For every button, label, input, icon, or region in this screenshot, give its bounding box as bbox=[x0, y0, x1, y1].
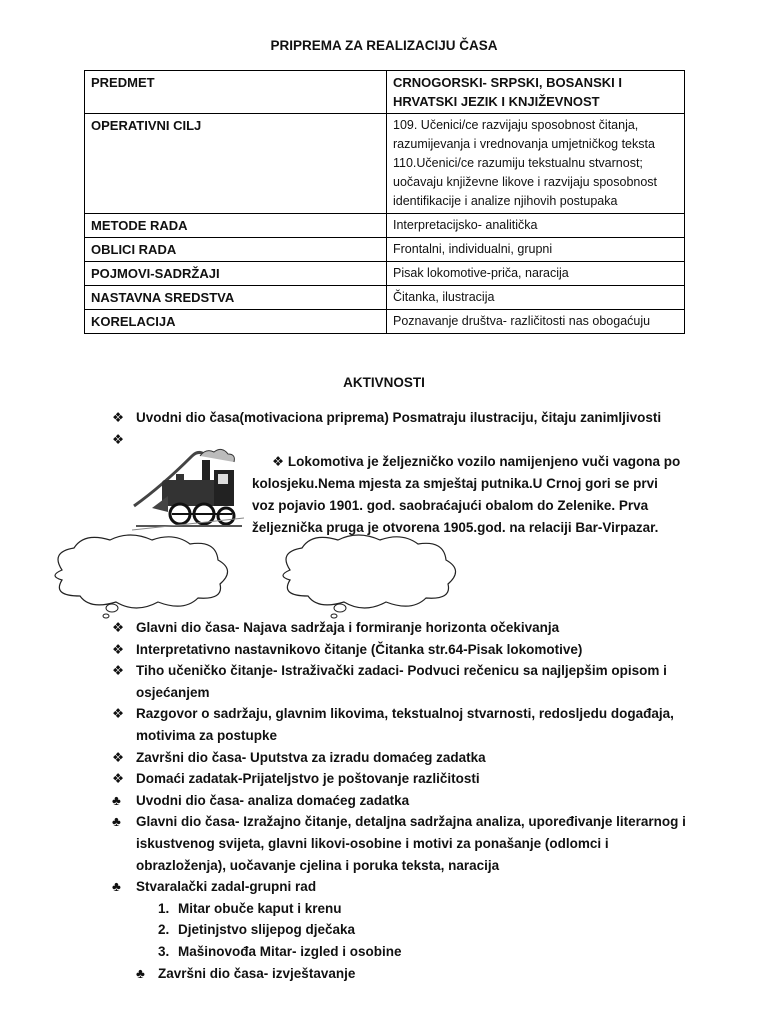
table-row bbox=[85, 262, 685, 286]
list-item bbox=[112, 811, 692, 876]
list-item-text: Razgovor o sadržaju, glavnim likovima, tekstualnoj stvarnosti, redosljedu događaja, motivima za postupke bbox=[136, 706, 674, 743]
locomotive-paragraph bbox=[252, 451, 682, 539]
list-item-text: Završni dio časa- izvještavanje bbox=[158, 965, 356, 981]
list-item-text: Stvaralački zadal-grupni rad bbox=[136, 879, 317, 895]
numbered-item-text: Mašinovođa Mitar- izgled i osobine bbox=[178, 943, 402, 959]
row-key: KORELACIJA bbox=[85, 310, 387, 334]
table-row bbox=[85, 214, 685, 238]
list-item-text: Glavni dio časa- Najava sadržaja i formiranje horizonta očekivanja bbox=[136, 620, 560, 635]
club-bullet-icon: ♣ bbox=[112, 792, 121, 808]
row-value: Frontalni, individualni, grupni bbox=[387, 238, 685, 262]
table-row bbox=[85, 114, 685, 214]
table-row bbox=[85, 310, 685, 334]
diamond-bullet-icon: ❖ bbox=[272, 454, 285, 469]
activities-heading: AKTIVNOSTI bbox=[343, 375, 425, 390]
bullet-icon: ❖ bbox=[112, 663, 125, 679]
numbered-item bbox=[112, 898, 692, 920]
intro-text: Uvodni dio časa(motivaciona priprema) Posmatraju ilustraciju, čitaju zanimljivosti bbox=[136, 410, 662, 425]
list-item bbox=[112, 768, 692, 790]
list-item bbox=[112, 876, 692, 898]
row-value: Čitanka, ilustracija bbox=[387, 286, 685, 310]
list-item-text: Uvodni dio časa- analiza domaćeg zadatka bbox=[136, 792, 410, 808]
list-item bbox=[112, 747, 692, 769]
item-number: 3. bbox=[158, 943, 170, 959]
table-row bbox=[85, 238, 685, 262]
row-key: POJMOVI-SADRŽAJI bbox=[85, 262, 387, 286]
list-item bbox=[112, 963, 692, 985]
locomotive-illustration-icon bbox=[132, 446, 244, 532]
club-bullet-icon: ♣ bbox=[136, 965, 145, 981]
numbered-item-text: Mitar obuče kaput i krenu bbox=[178, 900, 342, 916]
bullet-icon: ❖ bbox=[112, 706, 125, 722]
lesson-plan-table bbox=[84, 70, 685, 334]
row-value: Pisak lokomotive-priča, naracija bbox=[387, 262, 685, 286]
list-item-text: Interpretativno nastavnikovo čitanje (Čitanka str.64-Pisak lokomotive) bbox=[136, 641, 583, 657]
row-key: OPERATIVNI CILJ bbox=[85, 114, 387, 214]
list-item-text: Domaći zadatak-Prijateljstvo je poštovanje različitosti bbox=[136, 771, 480, 787]
diamond-bullet-icon: ❖ bbox=[112, 432, 125, 447]
list-item bbox=[112, 639, 692, 661]
bullet-icon: ❖ bbox=[112, 771, 125, 787]
list-item bbox=[112, 407, 661, 429]
item-number: 2. bbox=[158, 922, 170, 938]
thought-cloud-left-icon bbox=[40, 530, 250, 620]
bullet-icon: ❖ bbox=[112, 620, 125, 635]
thought-cloud-right-icon bbox=[268, 530, 478, 620]
goal-109: 109. Učenici/ce razvijaju sposobnost čitanja, razumijevanja i vrednovanja umjetničkog teksta bbox=[393, 118, 655, 151]
row-key: NASTAVNA SREDSTVA bbox=[85, 286, 387, 310]
row-key: OBLICI RADA bbox=[85, 238, 387, 262]
row-key: PREDMET bbox=[85, 71, 387, 114]
row-key: METODE RADA bbox=[85, 214, 387, 238]
list-item bbox=[112, 660, 692, 703]
page-title: PRIPREMA ZA REALIZACIJU ČASA bbox=[270, 38, 498, 53]
list-item bbox=[112, 790, 692, 812]
row-value bbox=[387, 114, 685, 214]
list-item-text: Završni dio časa- Uputstva za izradu domaćeg zadatka bbox=[136, 749, 486, 765]
item-number: 1. bbox=[158, 900, 170, 916]
list-item-text: Glavni dio časa- Izražajno čitanje, detaljna sadržajna analiza, upoređivanje literarnog i iskustvenog svijeta, glavni likovi-osobine i motivi za ponašanje (odlomci i obrazloženja), uočavanje cjelina i poruka teksta, naracija bbox=[136, 814, 686, 873]
club-bullet-icon: ♣ bbox=[112, 879, 121, 895]
activity-list bbox=[112, 617, 692, 984]
bullet-icon: ❖ bbox=[112, 641, 125, 657]
diamond-bullet-icon: ❖ bbox=[112, 410, 125, 425]
table-row bbox=[85, 286, 685, 310]
paragraph-text: Lokomotiva je željezničko vozilo namijenjeno vuči vagona po kolosjeku.Nema mjesta za smještaj putnika.U Crnoj gori se prvi voz pojavio 1901. god. saobraćajući obalom do Zelenike. Prva željeznička pruga je otvorena 1905.god. na relaciji Bar-Virpazar. bbox=[252, 454, 681, 535]
list-item-text: Tiho učeničko čitanje- Istraživački zadaci- Podvuci rečenicu sa najljepšim opisom i osjećanjem bbox=[136, 663, 667, 700]
list-item bbox=[112, 703, 692, 746]
numbered-item bbox=[112, 941, 692, 963]
goal-110: 110.Učenici/ce razumiju tekstualnu stvarnost; uočavaju književne likove i razvijaju sposobnost identifikacije i analize njihovih postupaka bbox=[393, 156, 658, 208]
numbered-item bbox=[112, 919, 692, 941]
table-row bbox=[85, 71, 685, 114]
bullet-icon: ❖ bbox=[112, 749, 125, 765]
list-item bbox=[112, 617, 692, 639]
row-value: CRNOGORSKI- SRPSKI, BOSANSKI I HRVATSKI JEZIK I KNJIŽEVNOST bbox=[387, 71, 685, 114]
row-value: Poznavanje društva- različitosti nas obogaćuju bbox=[387, 310, 685, 334]
row-value: Interpretacijsko- analitička bbox=[387, 214, 685, 238]
club-bullet-icon: ♣ bbox=[112, 814, 121, 830]
numbered-item-text: Djetinjstvo slijepog dječaka bbox=[178, 922, 356, 938]
